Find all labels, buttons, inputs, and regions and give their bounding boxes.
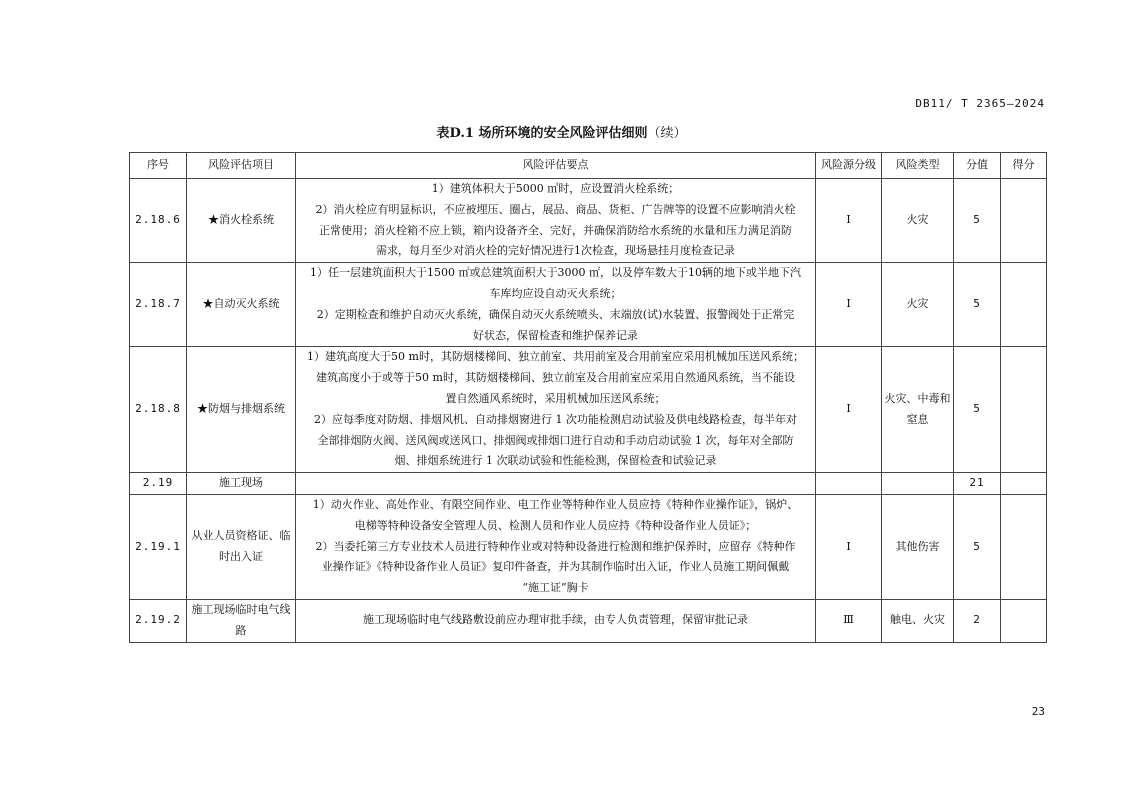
row-level — [816, 473, 882, 495]
row-score: 2 — [954, 599, 1001, 642]
req-line: 1）任一层建筑面积大于1500 ㎡或总建筑面积大于3000 ㎡，以及停车数大于10辆的地下或半地下汽 — [310, 266, 801, 280]
table-row-section — [130, 473, 1047, 495]
row-requirements — [296, 473, 816, 495]
req-line: 电梯等特种设备安全管理人员、检测人员和作业人员应持《特种设备作业人员证》； — [354, 518, 757, 532]
row-no: 2.18.6 — [130, 179, 187, 263]
row-got — [1001, 347, 1047, 473]
row-score: 21 — [954, 473, 1001, 495]
req-line: 1）动火作业、高处作业、有限空间作业、电工作业等特种作业人员应持《特种作业操作证》，锅炉、 — [312, 497, 799, 511]
col-header-requirements: 风险评估要点 — [296, 153, 816, 179]
req-line: 1）建筑体积大于5000 ㎥时，应设置消火栓系统； — [431, 182, 680, 195]
row-score: 5 — [954, 494, 1001, 599]
row-got — [1001, 599, 1047, 642]
req-line: 业操作证》《特种设备作业人员证》复印件备查，并为其制作临时出入证，作业人员施工期间佩戴 — [321, 560, 790, 574]
row-requirements — [296, 179, 816, 263]
req-line: 施工现场临时电气线路敷设前应办理审批手续，由专人负责管理，保留审批记录 — [363, 613, 748, 627]
col-header-no: 序号 — [130, 153, 187, 179]
req-line: 烟、排烟系统进行 1 次联动试验和性能检测，保留检查和试验记录 — [394, 454, 717, 468]
row-item: 从业人员资格证、临时出入证 — [187, 494, 296, 599]
table-header-row — [130, 153, 1047, 179]
row-item: 施工现场临时电气线路 — [187, 599, 296, 642]
row-requirements — [296, 263, 816, 347]
row-score: 5 — [954, 263, 1001, 347]
table-title-main: 表D.1 场所环境的安全风险评估细则 — [436, 126, 648, 141]
row-no: 2.19.1 — [130, 494, 187, 599]
col-header-got: 得分 — [1001, 153, 1047, 179]
row-got — [1001, 494, 1047, 599]
risk-assessment-table — [129, 152, 1047, 643]
table-row — [130, 179, 1047, 263]
row-type: 其他伤害 — [882, 494, 954, 599]
req-line: 车库均应设自动灭火系统； — [489, 286, 622, 300]
row-got — [1001, 263, 1047, 347]
table-row — [130, 263, 1047, 347]
req-line: 需求，每月至少对消火栓的完好情况进行1次检查，现场悬挂月度检查记录 — [376, 244, 735, 258]
req-line: 全部排烟防火阀、送风阀或送风口、排烟阀或排烟口进行自动和手动启动试验 1 次，每年对全部防 — [317, 433, 794, 447]
standard-code: DB11/ T 2365—2024 — [915, 97, 1045, 110]
table-title-cont: （续） — [647, 126, 687, 141]
row-level: Ⅰ — [816, 494, 882, 599]
req-line: 置自然通风系统时，采用机械加压送风系统； — [445, 391, 666, 405]
row-no: 2.19.2 — [130, 599, 187, 642]
req-line: 2）应每季度对防烟、排烟风机、自动排烟窗进行 1 次功能检测启动试验及供电线路检查，每半年对 — [314, 412, 797, 426]
req-line: 正常使用；消火栓箱不应上锁，箱内设备齐全、完好，并确保消防给水系统的水量和压力满足消防 — [319, 223, 792, 237]
col-header-score: 分值 — [954, 153, 1001, 179]
col-header-type: 风险类型 — [882, 153, 954, 179]
row-got — [1001, 179, 1047, 263]
req-line: 2）消火栓应有明显标识，不应被埋压、圈占，展品、商品、货柜、广告牌等的设置不应影响消火栓 — [315, 202, 796, 216]
row-type: 火灾 — [882, 263, 954, 347]
col-header-level: 风险源分级 — [816, 153, 882, 179]
col-header-item: 风险评估项目 — [187, 153, 296, 179]
row-score: 5 — [954, 347, 1001, 473]
row-no: 2.19 — [130, 473, 187, 495]
row-got — [1001, 473, 1047, 495]
row-level: Ⅲ — [816, 599, 882, 642]
req-line: “施工证”胸卡 — [522, 581, 589, 595]
row-requirements — [296, 347, 816, 473]
row-score: 5 — [954, 179, 1001, 263]
table-row — [130, 494, 1047, 599]
row-no: 2.18.8 — [130, 347, 187, 473]
req-line: 2）定期检查和维护自动灭火系统，确保自动灭火系统喷头、末端放(试)水装置、报警阀处于正常完 — [316, 307, 795, 321]
table-title — [0, 122, 1123, 141]
row-type: 触电、火灾 — [882, 599, 954, 642]
row-type: 火灾 — [882, 179, 954, 263]
row-no: 2.18.7 — [130, 263, 187, 347]
table-row — [130, 599, 1047, 642]
req-line: 2）当委托第三方专业技术人员进行特种作业或对特种设备进行检测和维护保养时，应留存《特种作 — [315, 539, 796, 553]
page-number: 23 — [1031, 705, 1045, 718]
row-item: ★自动灭火系统 — [187, 263, 296, 347]
req-line: 好状态，保留检查和维护保养记录 — [473, 328, 638, 342]
row-item: ★防烟与排烟系统 — [187, 347, 296, 473]
row-level: Ⅰ — [816, 263, 882, 347]
table-row — [130, 347, 1047, 473]
row-type — [882, 473, 954, 495]
req-line: 1）建筑高度大于50 m时，其防烟楼梯间、独立前室、共用前室及合用前室应采用机械加压送风系统； — [307, 350, 804, 364]
row-level: Ⅰ — [816, 347, 882, 473]
row-item: 施工现场 — [187, 473, 296, 495]
row-item: ★消火栓系统 — [187, 179, 296, 263]
req-line: 建筑高度小于或等于50 m时，其防烟楼梯间、独立前室及合用前室应采用自然通风系统，当不能设 — [316, 371, 795, 385]
row-type: 火灾、中毒和窒息 — [882, 347, 954, 473]
row-requirements — [296, 494, 816, 599]
row-level: Ⅰ — [816, 179, 882, 263]
row-requirements — [296, 599, 816, 642]
